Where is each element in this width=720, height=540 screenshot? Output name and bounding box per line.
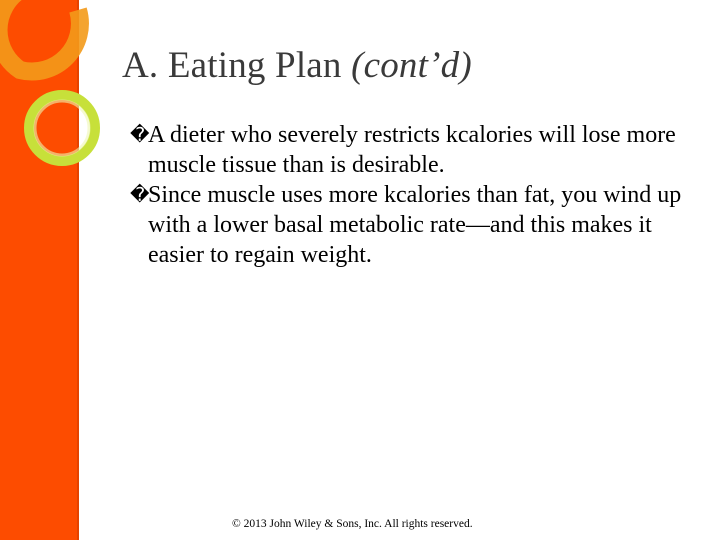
- slide-title: [122, 44, 472, 87]
- bullet-item: [130, 180, 705, 270]
- bullet-marker-icon: �: [130, 184, 150, 206]
- bullet-item: [130, 120, 705, 180]
- bullet-marker-icon: �: [130, 124, 150, 146]
- yellow-ring-inner: [35, 101, 89, 155]
- title-italic: (cont’d): [351, 45, 472, 86]
- orange-ring-arc: [0, 0, 80, 72]
- yellow-ring: [29, 95, 95, 161]
- bullet-text: Since muscle uses more kcalories than fat, you wind up with a lower basal metabolic rate—and this makes it easier to regain weight.: [148, 182, 682, 268]
- bullet-list: [130, 120, 705, 270]
- bullet-text: A dieter who severely restricts kcalories will lose more muscle tissue than is desirable.: [148, 122, 676, 178]
- title-main: A. Eating Plan: [122, 45, 342, 86]
- copyright-footer: © 2013 John Wiley & Sons, Inc. All rights reserved.: [232, 518, 473, 530]
